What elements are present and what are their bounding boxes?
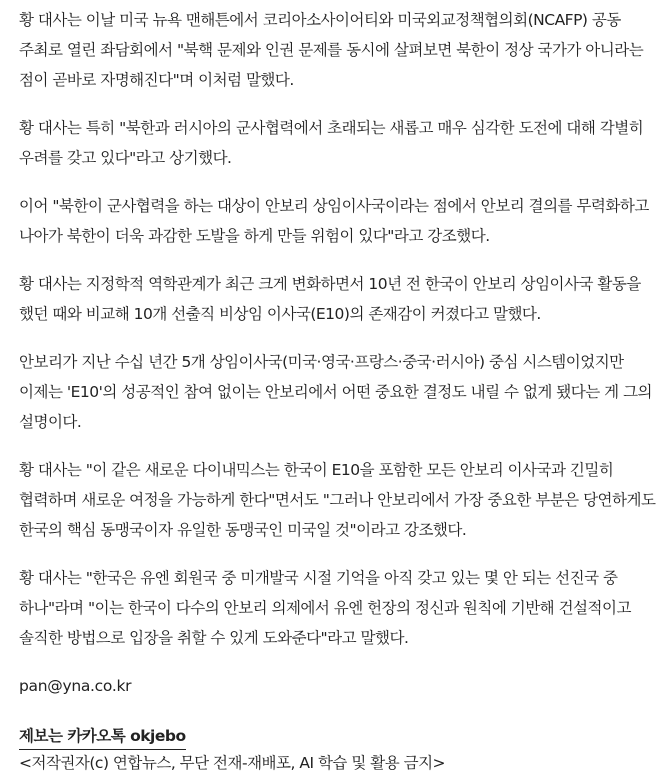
kakaotalk-tip-link[interactable]: 제보는 카카오톡 okjebo: [19, 723, 186, 750]
article-body: [19, 0, 664, 776]
copyright-notice: <저작권자(c) 연합뉴스, 무단 전재-재배포, AI 학습 및 활용 금지>: [19, 754, 446, 772]
paragraph-6: 황 대사는 "이 같은 새로운 다이내믹스는 한국이 E10을 포함한 모든 안보리 이사국과 긴밀히 협력하며 새로운 여정을 가능하게 한다"면서도 "그러나 안보리에서 가장 중요한 부분은 당연하게도 한국의 핵심 동맹국이자 유일한 동맹국인 미국일 것"이라고 강조했다.: [19, 461, 656, 539]
paragraph-5: 안보리가 지난 수십 년간 5개 상임이사국(미국·영국·프랑스·중국·러시아) 중심 시스템이었지만 이제는 'E10'의 성공적인 참여 없이는 안보리에서 어떤 중요한 결정도 내릴 수 없게 됐다는 게 그의 설명이다.: [19, 353, 653, 431]
paragraph-3: 이어 "북한이 군사협력을 하는 대상이 안보리 상임이사국이라는 점에서 안보리 결의를 무력화하고 나아가 북한이 더욱 과감한 도발을 하게 만들 위험이 있다"라고 강조했다.: [19, 197, 649, 245]
paragraph-7: 황 대사는 "한국은 유엔 회원국 중 미개발국 시절 기억을 아직 갖고 있는 몇 안 되는 선진국 중 하나"라며 "이는 한국이 다수의 안보리 의제에서 유엔 헌장의 정신과 원칙에 기반해 건설적이고 솔직한 방법으로 입장을 취할 수 있게 도와준다"라고 말했다.: [19, 569, 631, 647]
paragraph-1: 황 대사는 이날 미국 뉴욕 맨해튼에서 코리아소사이어티와 미국외교정책협의회(NCAFP) 공동 주최로 열린 좌담회에서 "북핵 문제와 인권 문제를 동시에 살펴보면 북한이 정상 국가가 아니라는 점이 곧바로 자명해진다"며 이처럼 말했다.: [19, 11, 644, 89]
reporter-email: pan@yna.co.kr: [19, 677, 132, 695]
paragraph-2: 황 대사는 특히 "북한과 러시아의 군사협력에서 초래되는 새롭고 매우 심각한 도전에 대해 각별히 우려를 갖고 있다"라고 상기했다.: [19, 119, 644, 167]
paragraph-4: 황 대사는 지정학적 역학관계가 최근 크게 변화하면서 10년 전 한국이 안보리 상임이사국 활동을 했던 때와 비교해 10개 선출직 비상임 이사국(E10)의 존재감이 커졌다고 말했다.: [19, 275, 641, 323]
